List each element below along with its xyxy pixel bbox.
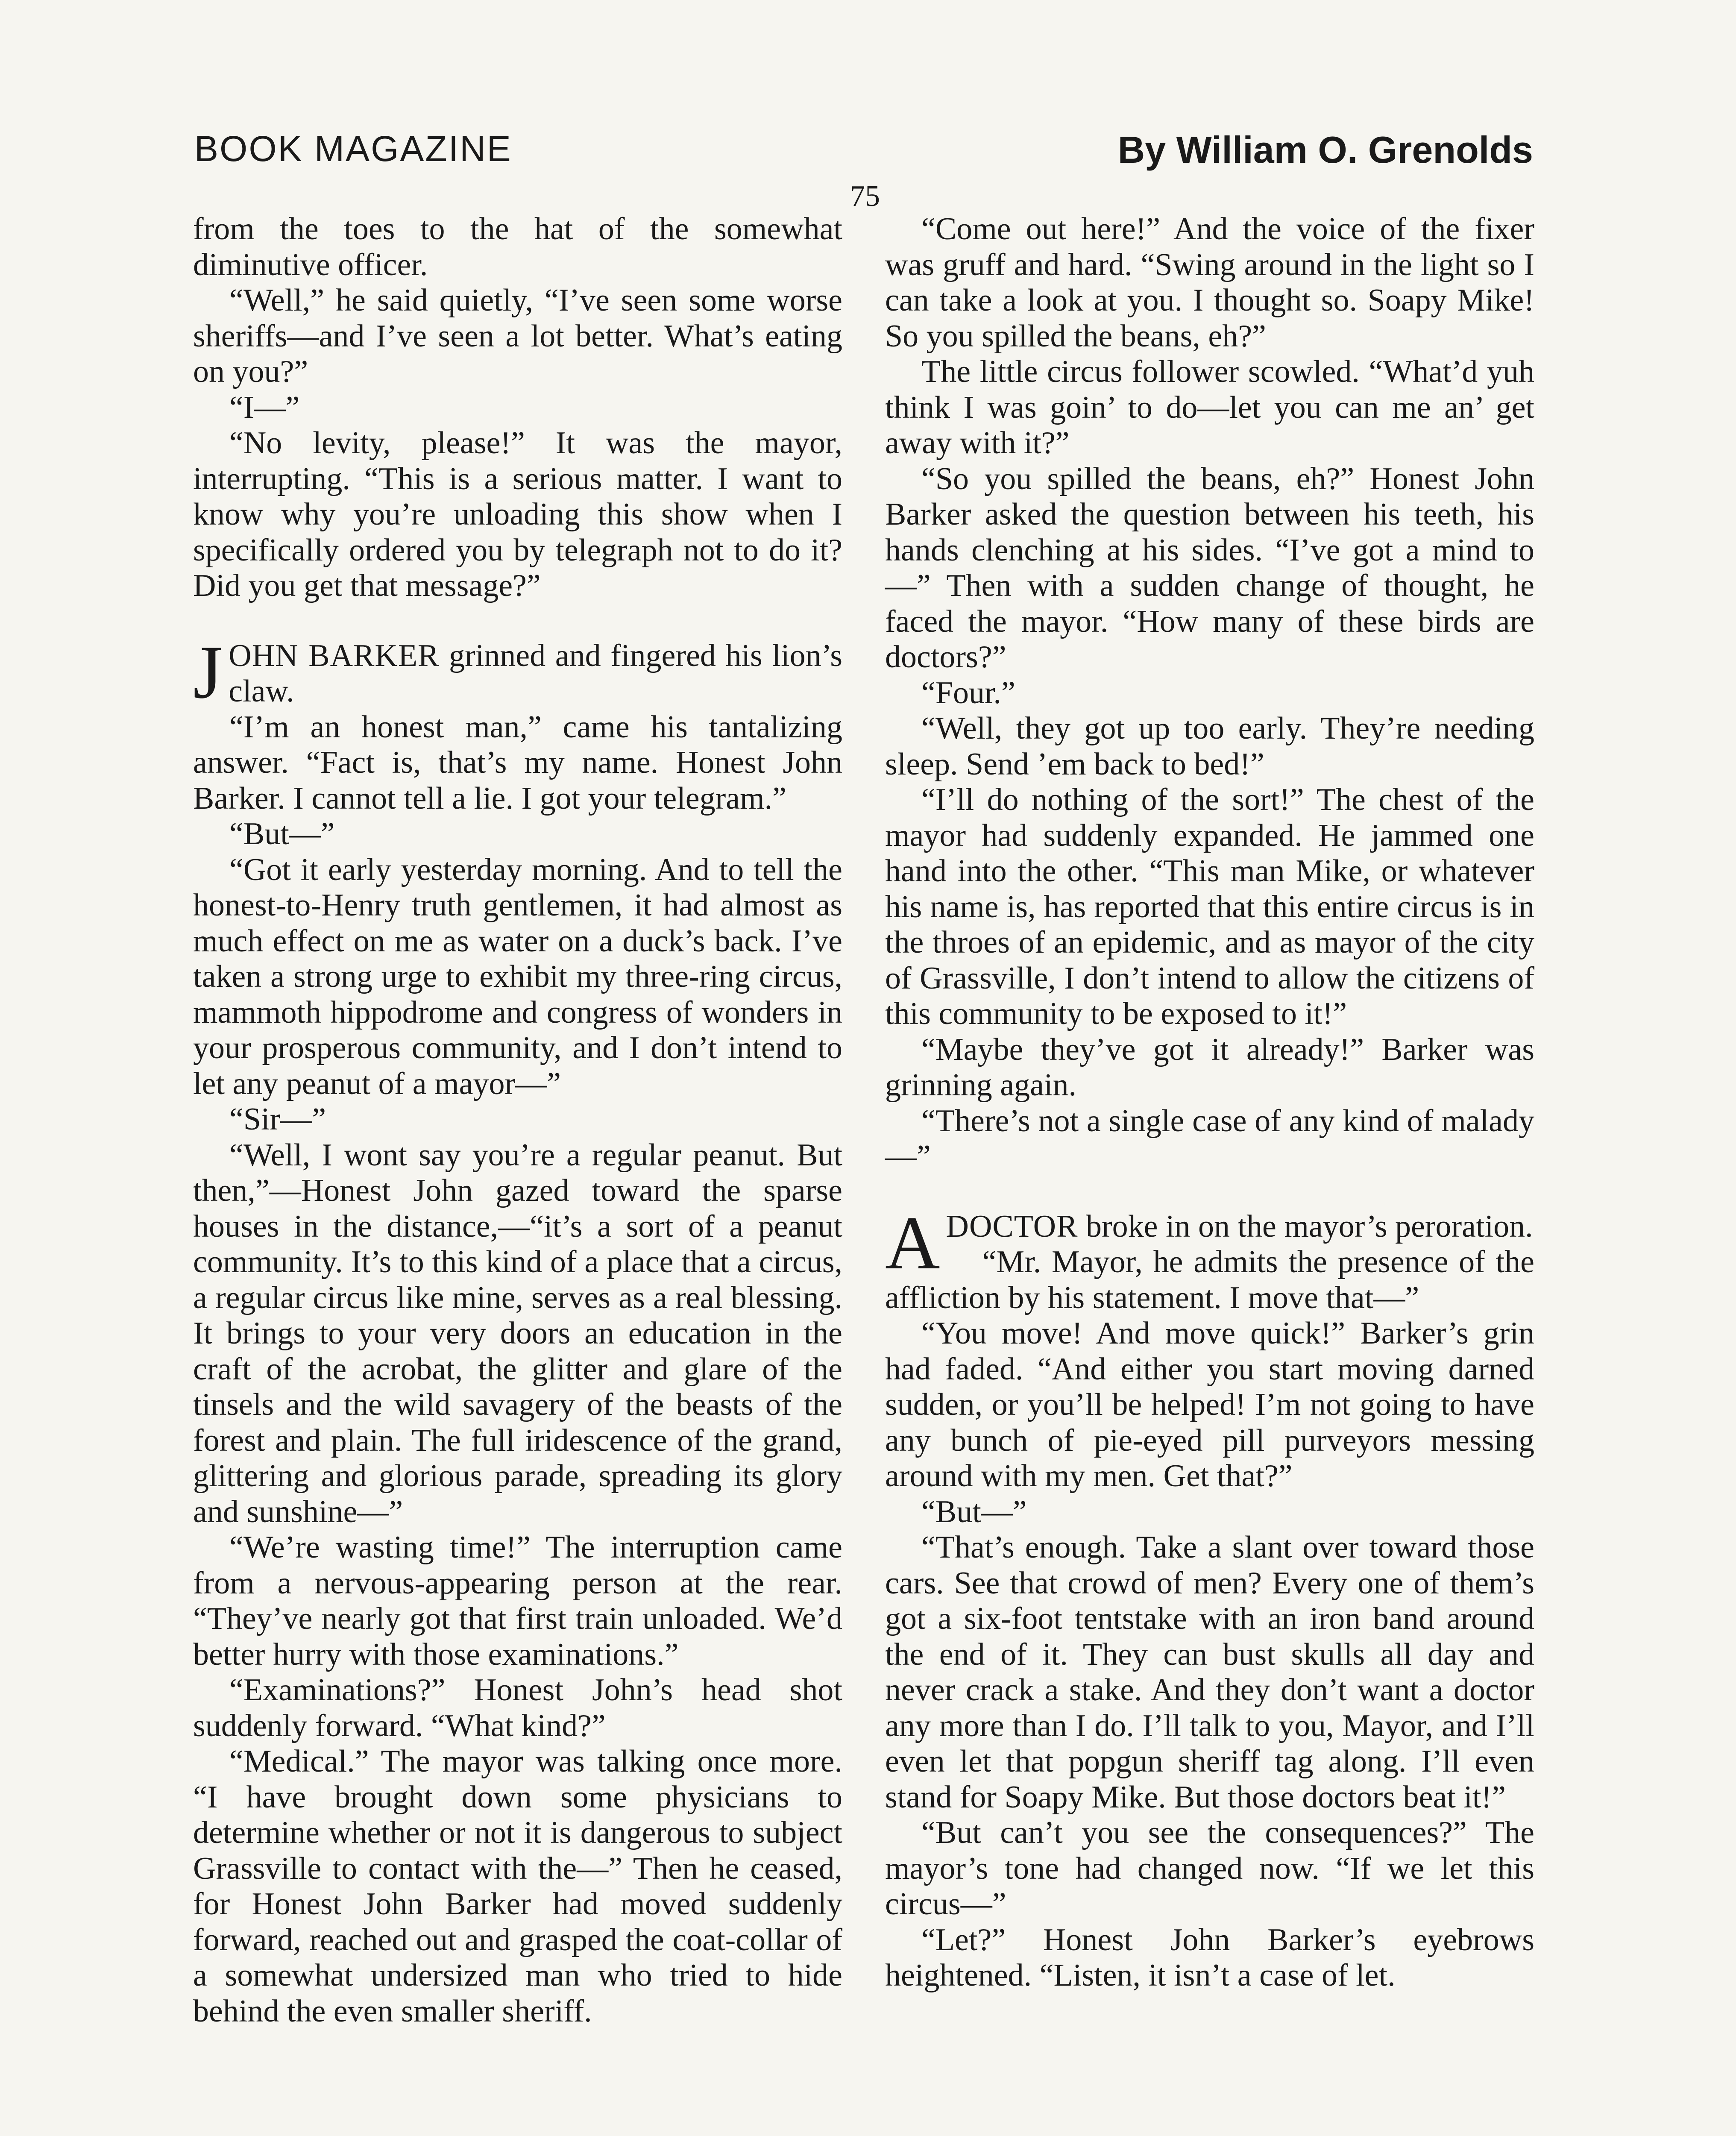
paragraph-text: “There’s not a single case of any kind of malady—” [885, 1103, 1534, 1174]
paragraph-text: “Come out here!” And the voice of the fixer was gruff and hard. “Swing around in the light so I can take a look at you. I thought so. Soapy Mike! So you spilled the beans, eh?” [885, 211, 1534, 354]
running-head [194, 128, 1533, 175]
paragraph [885, 675, 1534, 711]
paragraph-text: from the toes to the hat of the somewhat diminutive officer. [193, 211, 842, 282]
paragraph-text: broke in on the mayor’s peroration. [1078, 1209, 1533, 1244]
paragraph [193, 852, 842, 1102]
paragraph [885, 1922, 1534, 1994]
paragraph [885, 1494, 1534, 1530]
paragraph [193, 1102, 842, 1138]
paragraph [885, 461, 1534, 675]
paragraph [885, 1103, 1534, 1175]
lead-in-caps: DOCTOR [946, 1209, 1078, 1244]
paragraph-text: grinned and fingered his lion’s claw. [229, 638, 842, 709]
paragraph-text: “Examinations?” Honest John’s head shot suddenly forward. “What kind?” [193, 1672, 842, 1743]
paragraph-text: “Let?” Honest John Barker’s eyebrows heightened. “Listen, it isn’t a case of let. [885, 1922, 1534, 1993]
paragraph [193, 390, 842, 426]
paragraph [885, 1316, 1534, 1494]
paragraph-text: “Well, I wont say you’re a regular peanut. But then,”—Honest John gazed toward the sparse houses in the distance,—“it’s a sort of a peanut community. It’s to this kind of a place that a circus, a regular circus like mine, serves as a real blessing. It brings to your very doors an education in the craft of the acrobat, the glitter and glare of the tinsels and the wild savagery of the beasts of the forest and plain. The full iridescence of the grand, glittering and glorious parade, spreading its glory and sunshine—” [193, 1137, 842, 1529]
text-column-right [885, 211, 1534, 1994]
paragraph [193, 1138, 842, 1530]
paragraph [193, 816, 842, 852]
paragraph-text: “Medical.” The mayor was talking once more. “I have brought down some physicians to determine whether or not it is dangerous to subject Grassville to contact with the—” Then he ceased, for Honest John Barker had moved suddenly forward, reached out and grasped the coat-collar of a somewhat undersized man who tried to hide behind the even smaller sheriff. [193, 1744, 842, 2029]
paragraph-text: “So you spilled the beans, eh?” Honest John Barker asked the question between his teeth, his hands clenching at his sides. “I’ve got a mind to—” Then with a sudden change of thought, he faced the mayor. “How many of these birds are doctors?” [885, 461, 1534, 675]
drop-cap: J [193, 629, 223, 714]
paragraph [193, 1744, 842, 2029]
paragraph [885, 354, 1534, 461]
paragraph [885, 1032, 1534, 1103]
paragraph-text: “I’ll do nothing of the sort!” The chest of the mayor had suddenly expanded. He jammed one hand into the other. “This man Mike, or whatever his name is, has reported that this entire circus is in the throes of an epidemic, and as mayor of the city of Grassville, I don’t intend to allow the citizens of this community to be exposed to it!” [885, 782, 1534, 1031]
drop-cap: A [885, 1200, 940, 1285]
paragraph [193, 710, 842, 817]
paragraph [885, 1815, 1534, 1922]
paragraph-text: “Sir—” [229, 1102, 326, 1137]
paragraph [885, 1530, 1534, 1815]
paragraph-text: “Mr. Mayor, he admits the presence of the affliction by his statement. I move that—” [885, 1244, 1534, 1315]
paragraph [193, 1530, 842, 1672]
paragraph [885, 211, 1534, 354]
paragraph-text: “You move! And move quick!” Barker’s grin had faded. “And either you start moving darned sudden, or you’ll be helped! I’m not going to have any bunch of pie-eyed pill purveyors messing around with my men. Get that?” [885, 1316, 1534, 1493]
paragraph-text: “But—” [921, 1494, 1027, 1529]
paragraph-text: “Got it early yesterday morning. And to tell the honest-to-Henry truth gentlemen, it had almost as much effect on me as water on a duck’s back. I’ve taken a strong urge to exhibit my three-ring circus, mammoth hippodrome and congress of wonders in your prosperous community, and I don’t intend to let any peanut of a mayor—” [193, 852, 842, 1101]
paragraph-text: “Well,” he said quietly, “I’ve seen some worse sheriffs—and I’ve seen a lot better. What’s eating on you?” [193, 283, 842, 389]
paragraph [193, 629, 842, 714]
paragraph-text: “Maybe they’ve got it already!” Barker was grinning again. [885, 1032, 1534, 1103]
paragraph [193, 211, 842, 283]
paragraph-text: “That’s enough. Take a slant over toward those cars. See that crowd of men? Every one of them’s got a six-foot tentstake with an iron band around the end of it. They can bust skulls all day and never crack a stake. And they don’t want a doctor any more than I do. I’ll talk to you, Mayor, and I’ll even let that popgun sheriff tag along. I’ll even stand for Soapy Mike. But those doctors beat it!” [885, 1530, 1534, 1815]
paragraph [885, 1244, 1534, 1316]
paragraph-text: “But—” [229, 816, 335, 851]
paragraph [193, 1672, 842, 1744]
paragraph [193, 283, 842, 390]
byline: By William O. Grenolds [1117, 129, 1533, 171]
lead-in-caps: OHN BARKER [229, 638, 440, 673]
page-number: 75 [850, 180, 880, 213]
paragraph-text: “I—” [229, 390, 300, 425]
paragraph [885, 782, 1534, 1032]
paragraph-text: “But can’t you see the consequences?” The mayor’s tone had changed now. “If we let this circus—” [885, 1815, 1534, 1922]
paragraph-text: “No levity, please!” It was the mayor, interrupting. “This is a serious matter. I want to know why you’re unloading this show when I specifically ordered you by telegraph not to do it? Did you get that message?” [193, 425, 842, 603]
paragraph-text: The little circus follower scowled. “What’d yuh think I was goin’ to do—let you can me an’ get away with it?” [885, 354, 1534, 461]
paragraph-text: “We’re wasting time!” The interruption came from a nervous-appearing person at the rear. “They’ve nearly got that first train unloaded. We’d better hurry with those examinations.” [193, 1530, 842, 1672]
paragraph [885, 711, 1534, 782]
paragraph-text: “Well, they got up too early. They’re needing sleep. Send ’em back to bed!” [885, 711, 1534, 782]
text-column-left [193, 211, 842, 2029]
magazine-title: BOOK MAGAZINE [194, 129, 512, 169]
paragraph-text: “Four.” [921, 675, 1015, 710]
paragraph [193, 425, 842, 604]
paragraph-text: “I’m an honest man,” came his tantalizing answer. “Fact is, that’s my name. Honest John Barker. I cannot tell a lie. I got your telegram.” [193, 709, 842, 816]
